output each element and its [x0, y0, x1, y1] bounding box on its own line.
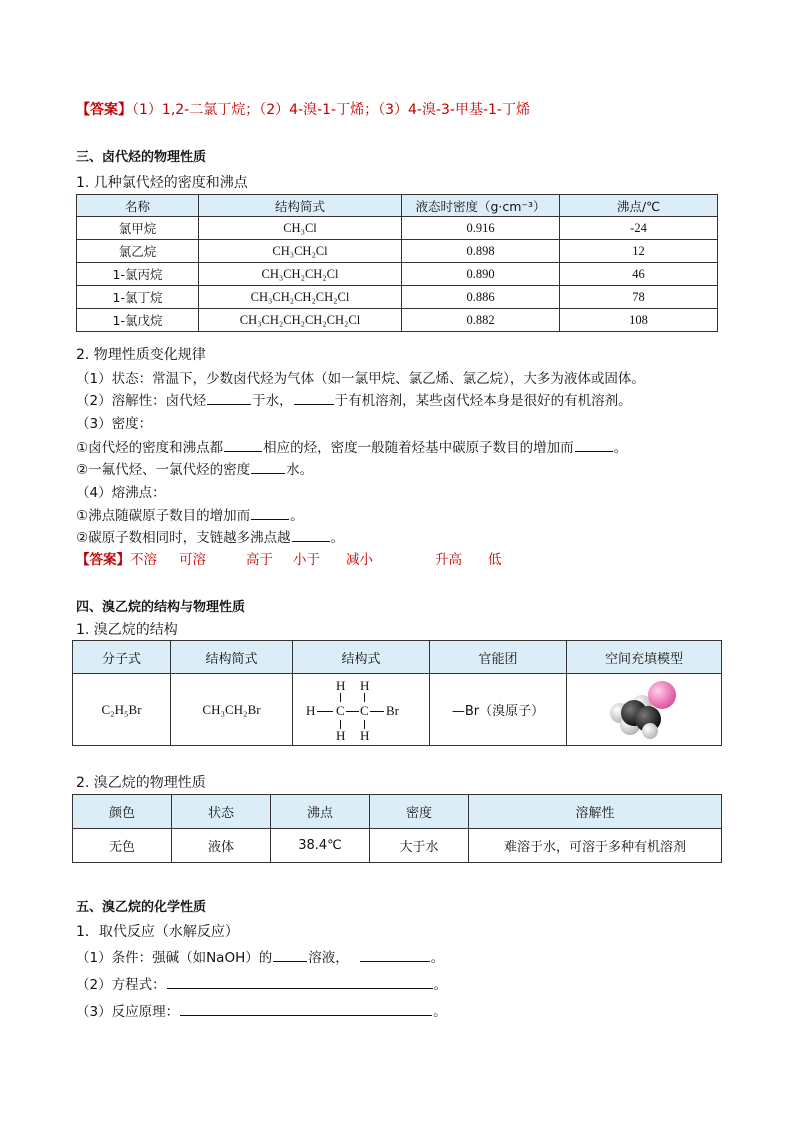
cell-model: [567, 674, 722, 746]
text: 。: [433, 977, 448, 993]
reaction-equation: [76, 973, 447, 993]
col-structure: 结构简式: [199, 195, 402, 217]
atom-c: C: [336, 702, 345, 718]
col-model: 空间充填模型: [567, 641, 722, 674]
col-group: 官能团: [430, 641, 567, 674]
text: （2）溶解性：卤代烃: [76, 393, 207, 409]
chloroalkane-table: [76, 194, 718, 332]
col-density: 液态时密度（g·cm⁻³）: [402, 195, 560, 217]
col-bp: 沸点: [271, 795, 370, 829]
cell: 108: [560, 309, 718, 332]
answer-item: 高于: [246, 552, 273, 568]
cell: CH₃CH₂CH₂CH₂Cl: [199, 286, 402, 309]
answer-line-1: [76, 99, 530, 119]
cell: CH₃CH₂Cl: [199, 240, 402, 263]
atom-h: H: [306, 702, 316, 718]
answer-item: 低: [488, 552, 502, 568]
table-row: [77, 217, 718, 240]
table-row: [73, 829, 722, 863]
col-formula: 分子式: [73, 641, 171, 674]
reaction-condition: [76, 946, 444, 966]
section4-title: 四、溴乙烷的结构与物理性质: [76, 600, 246, 615]
cell: 0.890: [402, 263, 560, 286]
section3-title: 三、卤代烃的物理性质: [76, 150, 207, 165]
table-row: [77, 240, 718, 263]
atom-h: H: [336, 677, 346, 693]
atom-h: H: [360, 677, 370, 693]
col-struct: 结构式: [293, 641, 430, 674]
cell-group: —Br（溴原子）: [430, 674, 567, 746]
table-row: [73, 674, 722, 746]
prop-density-2: [76, 458, 313, 478]
text: 。: [613, 440, 628, 456]
cell: 大于水: [370, 829, 469, 863]
prop-density-1: [76, 436, 627, 456]
answer-item: 不溶: [130, 552, 157, 568]
text: （1）条件：强碱（如NaOH）的: [76, 950, 273, 966]
section3-sub2: 2. 物理性质变化规律: [76, 347, 206, 363]
text: 。: [433, 1004, 447, 1020]
atom-h: H: [336, 727, 346, 743]
table-header-row: [77, 195, 718, 217]
cell: 78: [560, 286, 718, 309]
atom-h: H: [360, 727, 370, 743]
section4-sub2: 2. 溴乙烷的物理性质: [76, 775, 206, 791]
blank[interactable]: [207, 392, 251, 405]
bromoethane-structure-table: [72, 640, 722, 746]
cell-formula: C₂H₅Br: [73, 674, 171, 746]
table-row: [77, 286, 718, 309]
cell-struct: [293, 674, 430, 746]
prop-mp-title: （4）熔沸点：: [76, 485, 166, 501]
answer-item: 小于: [293, 552, 320, 568]
col-name: 名称: [77, 195, 199, 217]
cell: 12: [560, 240, 718, 263]
text: （2）方程式：: [76, 977, 166, 993]
answer-tag: 【答案】: [76, 102, 132, 118]
answer-line-2: [76, 548, 502, 568]
section4-sub1: 1. 溴乙烷的结构: [76, 622, 178, 638]
bond: [370, 711, 384, 712]
text: 水。: [286, 462, 314, 478]
section5-sub1: 1．取代反应（水解反应）: [76, 924, 239, 940]
text: 于水，: [252, 393, 293, 409]
bond: [364, 693, 365, 702]
prop-solubility: [76, 389, 632, 409]
cell: 46: [560, 263, 718, 286]
col-state: 状态: [172, 795, 271, 829]
col-solubility: 溶解性: [469, 795, 722, 829]
col-density: 密度: [370, 795, 469, 829]
answer-item: 升高: [435, 552, 462, 568]
cell: CH₃Cl: [199, 217, 402, 240]
prop-state: （1）状态：常温下，少数卤代烃为气体（如一氯甲烷、氯乙烯、氯乙烷），大多为液体或固体。: [76, 371, 645, 387]
bond: [317, 711, 333, 712]
structural-formula: [306, 678, 416, 742]
cell: 氯乙烷: [77, 240, 199, 263]
cell: 0.886: [402, 286, 560, 309]
blank[interactable]: [273, 949, 307, 962]
table-row: [77, 309, 718, 332]
bond: [340, 693, 341, 702]
blank[interactable]: [251, 507, 289, 520]
cell: 0.898: [402, 240, 560, 263]
blank[interactable]: [167, 976, 433, 989]
blank[interactable]: [575, 439, 613, 452]
blank[interactable]: [360, 949, 430, 962]
blank[interactable]: [180, 1003, 432, 1016]
bromoethane-property-table: [72, 794, 722, 863]
blank[interactable]: [294, 392, 334, 405]
answer-item: 可溶: [179, 552, 206, 568]
prop-mp-1: [76, 504, 304, 524]
text: ①卤代烃的密度和沸点都: [76, 440, 224, 456]
col-boiling: 沸点/℃: [560, 195, 718, 217]
cell: 0.916: [402, 217, 560, 240]
cell-short: CH₃CH₂Br: [171, 674, 293, 746]
cell: 1-氯丙烷: [77, 263, 199, 286]
section5-title: 五、溴乙烷的化学性质: [76, 900, 207, 915]
answer-tag: 【答案】: [76, 552, 130, 568]
text: 。: [290, 508, 304, 524]
cell: -24: [560, 217, 718, 240]
text: （3）反应原理：: [76, 1004, 180, 1020]
cell: 难溶于水，可溶于多种有机溶剂: [469, 829, 722, 863]
blank[interactable]: [251, 461, 285, 474]
cell: 0.882: [402, 309, 560, 332]
prop-density-title: （3）密度：: [76, 416, 153, 432]
text: 相应的烃，密度一般随着烃基中碳原子数目的增加而: [263, 440, 574, 456]
space-filling-model-icon: [604, 677, 684, 739]
cell: CH₃CH₂CH₂CH₂CH₂Cl: [199, 309, 402, 332]
answer-text: （1）1,2-二氯丁烷；（2）4-溴-1-丁烯；（3）4-溴-3-甲基-1-丁烯: [132, 102, 530, 118]
text: ②一氟代烃、一氯代烃的密度: [76, 462, 251, 478]
col-short: 结构简式: [171, 641, 293, 674]
text: 。: [430, 950, 445, 966]
cell: 氯甲烷: [77, 217, 199, 240]
table-header-row: [73, 795, 722, 829]
prop-mp-2: [76, 526, 344, 546]
atom-c: C: [360, 702, 369, 718]
reaction-principle: [76, 1000, 447, 1020]
blank[interactable]: [292, 529, 330, 542]
text: 溶液，: [308, 950, 349, 966]
blank[interactable]: [224, 439, 262, 452]
bond: [346, 711, 359, 712]
cell: 38.4℃: [271, 829, 370, 863]
table-row: [77, 263, 718, 286]
answer-item: 减小: [346, 552, 373, 568]
table-header-row: [73, 641, 722, 674]
section3-sub1: 1. 几种氯代烃的密度和沸点: [76, 175, 248, 191]
cell: CH₃CH₂CH₂Cl: [199, 263, 402, 286]
text: 。: [330, 530, 345, 546]
text: ②碳原子数相同时，支链越多沸点越: [76, 530, 291, 546]
cell: 1-氯丁烷: [77, 286, 199, 309]
cell: 无色: [73, 829, 172, 863]
atom-br: Br: [386, 702, 399, 718]
text: 于有机溶剂，某些卤代烃本身是很好的有机溶剂。: [334, 393, 632, 409]
cell: 1-氯戊烷: [77, 309, 199, 332]
cell: 液体: [172, 829, 271, 863]
col-color: 颜色: [73, 795, 172, 829]
text: ①沸点随碳原子数目的增加而: [76, 508, 251, 524]
